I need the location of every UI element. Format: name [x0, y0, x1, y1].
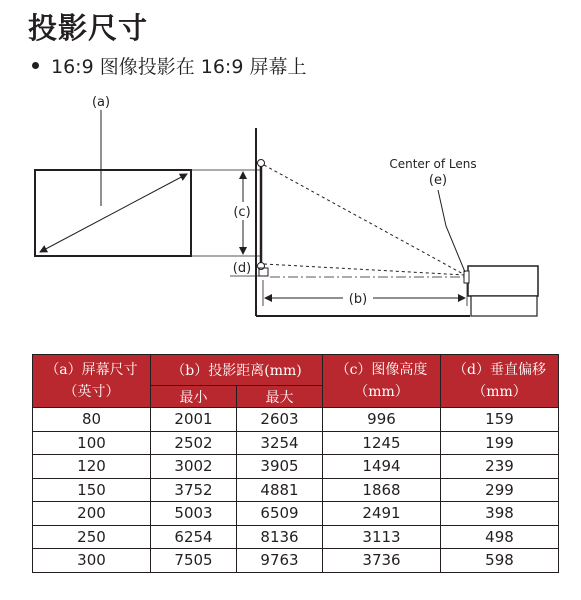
cell-vertical-offset: 199: [441, 431, 559, 455]
cell-vertical-offset: 598: [441, 549, 559, 573]
cell-screen-size: 250: [33, 525, 151, 549]
projection-size-table: [32, 354, 559, 573]
label-d: (d): [232, 261, 252, 276]
lens-caption: Center of Lens: [389, 157, 477, 171]
cell-image-height: 1868: [323, 478, 441, 502]
header-projection-distance: （b）投影距离(mm): [151, 355, 323, 386]
cell-screen-size: 200: [33, 502, 151, 526]
cell-image-height: 1245: [323, 431, 441, 455]
cell-distance-min: 2001: [151, 408, 237, 432]
cell-image-height: 3736: [323, 549, 441, 573]
projector-stand: [471, 296, 537, 316]
cell-vertical-offset: 299: [441, 478, 559, 502]
cell-distance-max: 3905: [237, 455, 323, 479]
cell-distance-min: 3752: [151, 478, 237, 502]
cell-screen-size: 120: [33, 455, 151, 479]
cell-distance-min: 5003: [151, 502, 237, 526]
cell-vertical-offset: 498: [441, 525, 559, 549]
cell-vertical-offset: 239: [441, 455, 559, 479]
screen-diagonal-arrow: [40, 174, 187, 252]
header-distance-min: 最小: [151, 386, 237, 408]
cell-distance-max: 9763: [237, 549, 323, 573]
cell-distance-max: 4881: [237, 478, 323, 502]
cell-distance-min: 3002: [151, 455, 237, 479]
table-row: [33, 408, 559, 432]
header-image-height: （c）图像高度 （mm）: [323, 355, 441, 408]
cell-screen-size: 300: [33, 549, 151, 573]
cell-image-height: 1494: [323, 455, 441, 479]
cell-image-height: 2491: [323, 502, 441, 526]
projector-lens: [464, 271, 469, 283]
cell-distance-max: 3254: [237, 431, 323, 455]
table-row: [33, 455, 559, 479]
cell-vertical-offset: 159: [441, 408, 559, 432]
header-distance-max: 最大: [237, 386, 323, 408]
cell-image-height: 3113: [323, 525, 441, 549]
label-e: (e): [428, 173, 448, 188]
cell-screen-size: 80: [33, 408, 151, 432]
cell-image-height: 996: [323, 408, 441, 432]
table-row: [33, 478, 559, 502]
header-vertical-offset: （d）垂直偏移 （mm）: [441, 355, 559, 408]
table-row: [33, 502, 559, 526]
table-row: [33, 525, 559, 549]
cell-screen-size: 100: [33, 431, 151, 455]
cell-distance-max: 2603: [237, 408, 323, 432]
lens-leader-line: [438, 190, 465, 272]
cell-distance-max: 8136: [237, 525, 323, 549]
table-row: [33, 549, 559, 573]
cell-distance-min: 7505: [151, 549, 237, 573]
label-c: (c): [233, 205, 251, 220]
label-a: (a): [91, 95, 111, 110]
projector-body: [468, 266, 538, 296]
subtitle-text: 16:9 图像投影在 16:9 屏幕上: [51, 56, 307, 78]
cell-vertical-offset: 398: [441, 502, 559, 526]
table-row: [33, 431, 559, 455]
screen-top-marker: [258, 160, 265, 167]
cell-distance-min: 2502: [151, 431, 237, 455]
projection-bottom-line: [264, 264, 465, 275]
page-title: 投影尺寸: [28, 11, 149, 45]
header-screen-size: （a）屏幕尺寸 （英寸）: [33, 355, 151, 408]
cell-screen-size: 150: [33, 478, 151, 502]
label-b: (b): [348, 292, 368, 307]
cell-distance-min: 6254: [151, 525, 237, 549]
cell-distance-max: 6509: [237, 502, 323, 526]
